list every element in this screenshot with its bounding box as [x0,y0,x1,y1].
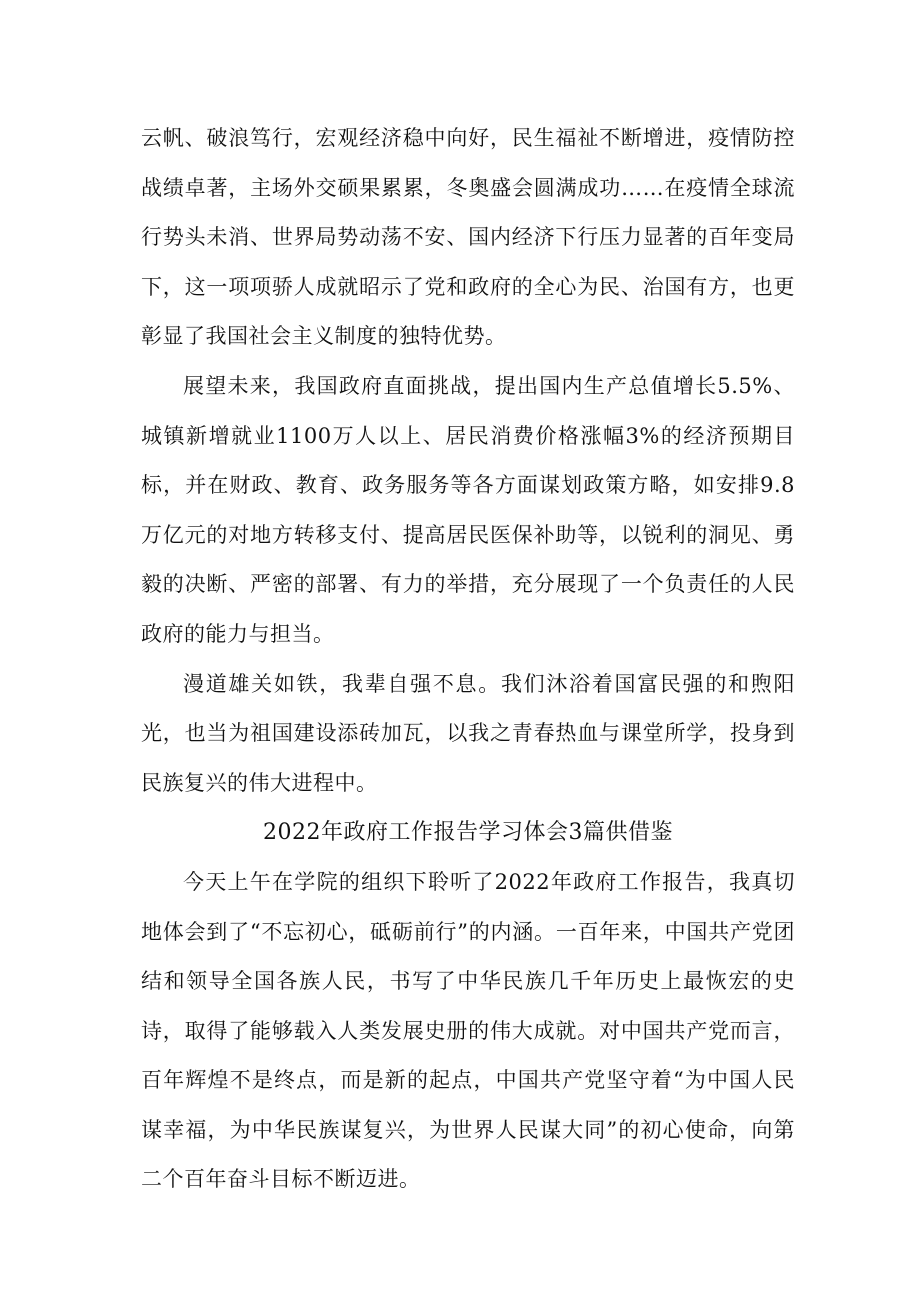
paragraph-reflection: 今天上午在学院的组织下聆听了2022年政府工作报告，我真切地体会到了“不忘初心，砥砺前行”的内涵。一百年来，中国共产党团结和领导全国各族人民，书写了中华民族几千年历史上最恢宏的史诗，取得了能够载入人类发展史册的伟大成就。对中国共产党而言，百年辉煌不是终点，而是新的起点，中国共产党坚守着“为中国人民谋幸福，为中华民族谋复兴，为世界人民谋大同”的初心使命，向第二个百年奋斗目标不断迈进。 [141,869,795,1192]
document-body [141,114,795,1205]
section-heading: 2022年政府工作报告学习体会3篇供借鉴 [263,820,673,846]
paragraph-continuation: 云帆、破浪笃行，宏观经济稳中向好，民生福祉不断增进，疫情防控战绩卓著，主场外交硕果累累，冬奥盛会圆满成功……在疫情全球流行势头未消、世界局势动荡不安、国内经济下行压力显著的百年变局下，这一项项骄人成就昭示了党和政府的全心为民、治国有方，也更彰显了我国社会主义制度的独特优势。 [141,126,795,349]
paragraph-closing: 漫道雄关如铁，我辈自强不息。我们沐浴着国富民强的和煦阳光，也当为祖国建设添砖加瓦，以我之青春热血与课堂所学，投身到民族复兴的伟大进程中。 [141,671,795,795]
paragraph-outlook: 展望未来，我国政府直面挑战，提出国内生产总值增长5.5%、城镇新增就业1100万人以上、居民消费价格涨幅3%的经济预期目标，并在财政、教育、政务服务等各方面谋划政策方略，如安排9.8万亿元的对地方转移支付、提高居民医保补助等，以锐利的洞见、勇毅的决断、严密的部署、有力的举措，充分展现了一个负责任的人民政府的能力与担当。 [141,373,795,646]
